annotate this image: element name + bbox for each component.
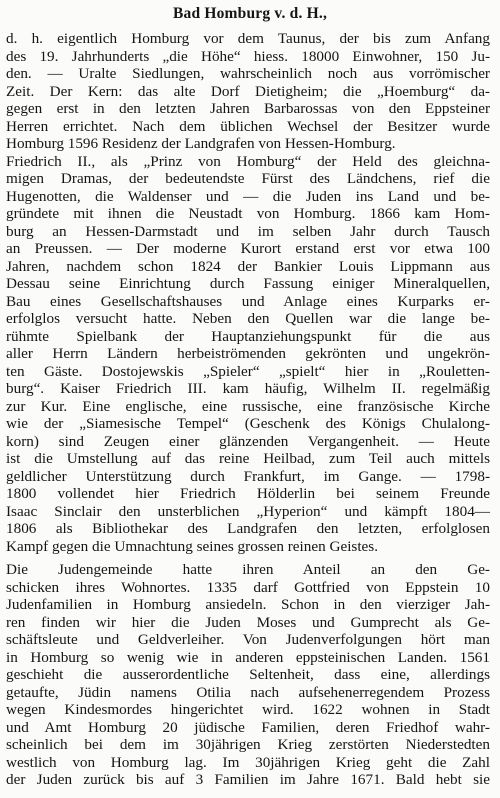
- text-line: scheinlich bei dem im 30jährigen Krieg zerstörten Niederstedten: [6, 736, 490, 753]
- text-line: burg an Hessen-Darmstadt und im selben Jahr durch Tausch: [6, 222, 490, 240]
- text-line: wie der „Siamesische Tempel“ (Geschenk des Königs Chulalong-: [6, 415, 490, 432]
- text-line: ten Gäste. Dostojewskis „Spieler“ „spielt“ hier in „Rouletten-: [6, 362, 490, 380]
- text-line: 1800 vollendet hier Friedrich Hölderlin bei seinem Freunde: [6, 485, 490, 502]
- text-line: migen Dramas, der bedeutendste Fürst des Ländchens, rief die: [6, 170, 490, 187]
- text-line: geschieht die ausserordentliche Seltenheit, dass eine, allerdings: [6, 666, 490, 683]
- text-line: d. h. eigentlich Homburg vor dem Taunus, der bis zum Anfang: [6, 30, 490, 47]
- text-line: ist die Umstellung auf das reine Heilbad, zum Teil auch mittels: [6, 450, 490, 467]
- text-line: den. — Uralte Siedlungen, wahrscheinlich noch aus vorrömischer: [6, 65, 490, 82]
- text-line: gründete mit ihnen die Neustadt von Homburg. 1866 kam Hom-: [6, 205, 490, 222]
- text-line: korn) sind Zeugen einer glänzenden Vergangenheit. — Heute: [6, 432, 490, 450]
- text-line: Herren errichtet. Nach dem üblichen Wechsel der Besitzer wurde: [6, 117, 490, 135]
- text-line: Isaac Sinclair den unsterblichen „Hyperion“ und kämpft 1804—: [6, 502, 490, 520]
- text-line: schäftsleute und Geldverleiher. Von Judenverfolgungen hört man: [6, 631, 490, 648]
- text-line: 1806 als Bibliothekar des Landgrafen den letzten, erfolglosen: [6, 520, 490, 537]
- text-line: zur Kur. Eine englische, eine russische, eine französische Kirche: [6, 397, 490, 415]
- text-line: erfolglos versucht hatte. Neben den Quellen war die lange be-: [6, 310, 490, 327]
- text-line: Judenfamilien in Homburg ansiedeln. Schon in den vierziger Jah-: [6, 596, 490, 613]
- text-line: Zeit. Der Kern: das alte Dorf Dietigheim; die „Hoemburg“ da-: [6, 82, 490, 100]
- text-line: Homburg 1596 Residenz der Landgrafen von Hessen-Homburg.: [6, 135, 396, 152]
- text-line: in Homburg so wenig wie in anderen eppsteinischen Landen. 1561: [6, 648, 490, 666]
- text-line: Bau eines Gesellschaftshauses und Anlage eines Kurparks er-: [6, 292, 490, 310]
- text-line: an Preussen. — Der moderne Kurort erstand erst vor etwa 100: [6, 240, 490, 257]
- text-line: westlich von Homburg lag. Im 30jährigen Krieg geht die Zahl: [6, 753, 490, 771]
- text-line: Jahren, nachdem schon 1824 der Bankier Louis Lippmann aus: [6, 257, 490, 275]
- text-line: gegen erst in den letzten Jahren Barbarossas von den Eppsteiner: [6, 100, 490, 117]
- text-line: der Juden zurück bis auf 3 Familien im Jahre 1671. Bald hebt sie: [6, 771, 490, 788]
- text-line: aller Herrn Ländern herbeiströmenden gekrönten und ungekrön-: [6, 345, 490, 362]
- text-line: getaufte, Jüdin namens Otilia nach aufsehenerregendem Prozess: [6, 683, 490, 701]
- text-line: geldlicher Unterstützung durch Frankfurt, im Gange. — 1798-: [6, 467, 490, 485]
- text-line: burg“. Kaiser Friedrich III. kam häufig, Wilhelm II. regelmäßig: [6, 380, 490, 397]
- text-line: des 19. Jahrhunderts „die Höhe“ hiess. 18000 Einwohner, 150 Ju-: [6, 47, 490, 65]
- text-line: ren finden wir hier die Juden Moses und Gumprecht als Ge-: [6, 613, 490, 631]
- document-heading: Bad Homburg v. d. H.,: [172, 5, 328, 22]
- text-line: Die Judengemeinde hatte ihren Anteil an den Ge-: [6, 561, 490, 578]
- text-line: Hugenotten, die Waldenser und — die Juden ins Land und be-: [6, 187, 490, 205]
- text-line: Dessau seine Einrichtung durch Fassung einiger Mineralquellen,: [6, 275, 490, 292]
- text-line: rühmte Spielbank der Hauptanziehungspunkt für die aus: [6, 327, 490, 345]
- text-line: schicken ihres Wohnortes. 1335 darf Gottfried von Eppstein 10: [6, 578, 490, 596]
- text-line: und Amt Homburg 20 jüdische Familien, deren Friedhof wahr-: [6, 718, 490, 736]
- text-line: Friedrich II., als „Prinz von Homburg“ der Held des gleichna-: [6, 152, 490, 170]
- text-line: wegen Kindesmordes hingerichtet wird. 1622 wohnen in Stadt: [6, 701, 490, 718]
- text-line: Kampf gegen die Umnachtung seines grossen reinen Geistes.: [6, 537, 378, 555]
